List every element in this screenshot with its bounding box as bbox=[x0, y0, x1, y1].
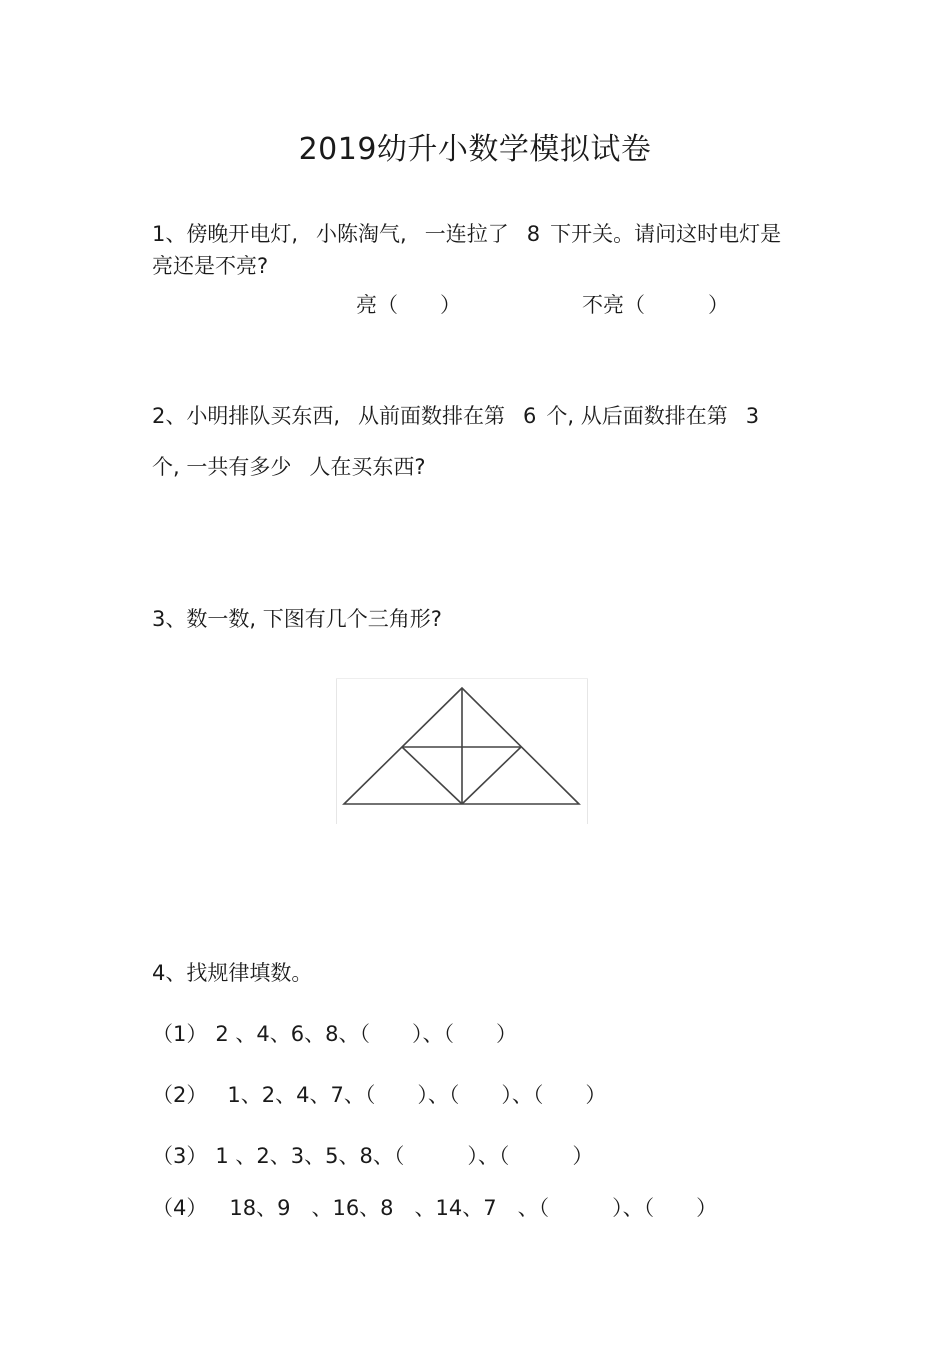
q3-text: 3、数一数, 下图有几个三角形? bbox=[152, 607, 442, 631]
q1-line2: 亮还是不亮? bbox=[152, 254, 269, 278]
q2-text-d: 个, 从后面数排在第 bbox=[546, 404, 728, 428]
q2-text-a: 2、小明排队买东西, bbox=[152, 404, 341, 428]
q1-text-a: 1、傍晚开电灯, bbox=[152, 222, 299, 246]
q4-heading: 4、找规律填数。 bbox=[152, 961, 313, 985]
inner-right-diagonal bbox=[462, 747, 521, 804]
q4-item-3-sequence[interactable]: 1 、2、3、5、8、（ ）、（ ） bbox=[215, 1144, 594, 1168]
q2-text-b: 从前面数排在第 bbox=[358, 404, 506, 428]
q4-item-2 bbox=[152, 1085, 606, 1106]
q4-item-4-label: （4） bbox=[152, 1196, 208, 1220]
q1-option-on[interactable]: 亮（ ） bbox=[356, 293, 461, 317]
q4-item-3 bbox=[152, 1146, 593, 1167]
q1-text-c: 一连拉了 bbox=[424, 222, 509, 246]
q2-back-position: 3 bbox=[745, 404, 760, 428]
q4-item-1-sequence[interactable]: 2 、4、6、8、（ ）、（ ） bbox=[215, 1022, 517, 1046]
q4-item-2-sequence[interactable]: 1、2、4、7、（ ）、（ ）、（ ） bbox=[227, 1083, 607, 1107]
q4-item-1 bbox=[152, 1024, 517, 1045]
q1-option-off[interactable]: 不亮（ ） bbox=[582, 293, 729, 317]
exam-title: 2019幼升小数学模拟试卷 bbox=[298, 132, 652, 167]
q1-text-b: 小陈淘气, bbox=[316, 222, 407, 246]
q4-item-4 bbox=[152, 1198, 717, 1219]
q2-line1 bbox=[152, 406, 759, 427]
inner-left-diagonal bbox=[402, 747, 462, 804]
q1-count: 8 bbox=[526, 222, 541, 246]
q4-item-4-sequence[interactable]: 18、9 、16、8 、14、7 、（ ）、（ ） bbox=[229, 1196, 718, 1220]
q2-front-position: 6 bbox=[523, 404, 537, 428]
triangle-diagram bbox=[336, 678, 588, 824]
q2-text-f: 个, 一共有多少 bbox=[152, 455, 292, 479]
q4-item-1-label: （1） bbox=[152, 1022, 208, 1046]
q2-line2 bbox=[152, 457, 426, 478]
q1-line1 bbox=[152, 224, 781, 245]
q2-text-g: 人在买东西? bbox=[309, 455, 426, 479]
triangle-figure bbox=[336, 678, 588, 824]
q1-text-e: 下开关。请问这时电灯是 bbox=[550, 222, 782, 246]
q4-item-2-label: （2） bbox=[152, 1083, 208, 1107]
q4-item-3-label: （3） bbox=[152, 1144, 208, 1168]
